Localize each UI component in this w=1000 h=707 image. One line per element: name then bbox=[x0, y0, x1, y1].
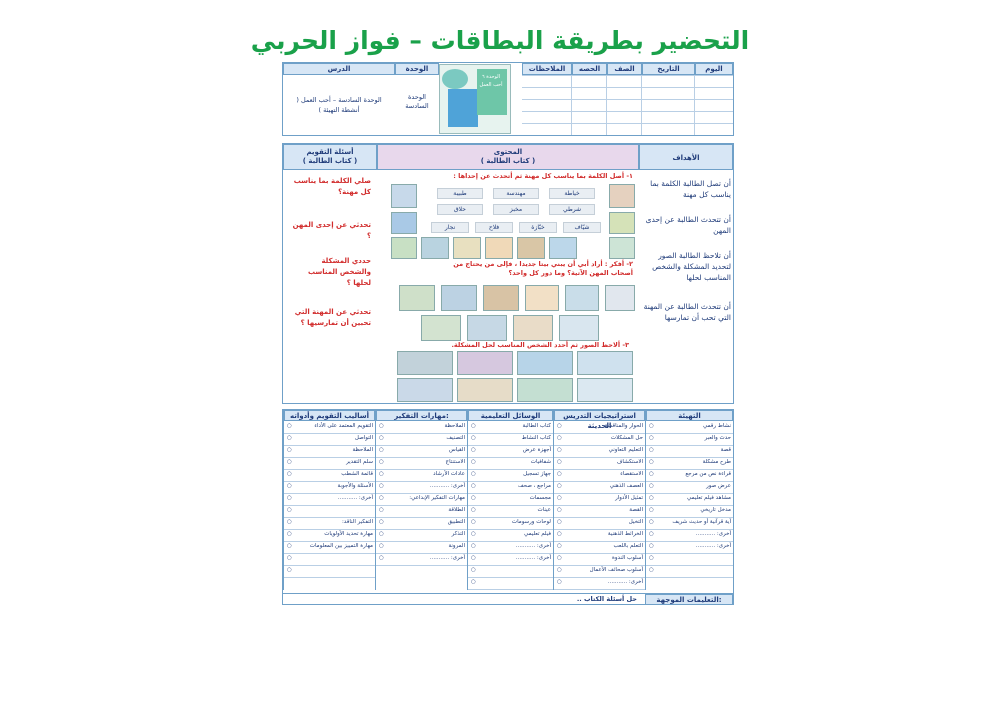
problem-picture bbox=[457, 351, 513, 375]
radio-circle-icon: ○ bbox=[471, 423, 476, 429]
radio-circle-icon: ○ bbox=[649, 543, 654, 549]
content-header bbox=[377, 144, 639, 170]
bottom-option[interactable] bbox=[646, 542, 733, 554]
bottom-option-label: قائمة الشطب bbox=[341, 471, 373, 477]
word-tile: طبيبة bbox=[437, 188, 483, 199]
bottom-column-header: التهيئة bbox=[646, 410, 733, 421]
radio-circle-icon: ○ bbox=[379, 531, 384, 537]
radio-circle-icon: ○ bbox=[471, 507, 476, 513]
radio-circle-icon: ○ bbox=[287, 531, 292, 537]
bottom-option-label: التعليم التعاوني bbox=[608, 447, 643, 453]
radio-circle-icon: ○ bbox=[379, 543, 384, 549]
bottom-option[interactable] bbox=[284, 506, 375, 518]
radio-circle-icon: ○ bbox=[379, 507, 384, 513]
bottom-column-header: الوسائل التعليمية bbox=[468, 410, 553, 421]
radio-circle-icon: ○ bbox=[557, 567, 562, 573]
radio-circle-icon: ○ bbox=[471, 459, 476, 465]
bottom-section bbox=[282, 409, 734, 605]
bottom-option-label: الملاحظة bbox=[444, 423, 465, 429]
bottom-option-label: التواصل bbox=[354, 435, 373, 441]
worker-picture bbox=[391, 184, 417, 208]
bottom-option[interactable] bbox=[284, 482, 375, 494]
assessment-list bbox=[289, 174, 371, 329]
bottom-option[interactable] bbox=[554, 506, 645, 518]
bottom-option[interactable] bbox=[468, 434, 553, 446]
bottom-option[interactable] bbox=[554, 482, 645, 494]
bottom-option-label: مهارات التفكير الإبداعي: bbox=[409, 495, 465, 501]
bottom-column bbox=[375, 410, 467, 590]
radio-circle-icon: ○ bbox=[649, 471, 654, 477]
worker-picture bbox=[609, 184, 635, 208]
radio-circle-icon: ○ bbox=[287, 483, 292, 489]
period-header: الحصه bbox=[572, 63, 607, 75]
bottom-option-label: التفكير الناقد: bbox=[341, 519, 373, 525]
bottom-option-label: أخرى: ........... bbox=[337, 495, 373, 501]
bottom-option[interactable] bbox=[554, 458, 645, 470]
bottom-option[interactable] bbox=[284, 530, 375, 542]
assessment-title: أسئلة التقويم bbox=[306, 148, 354, 156]
bottom-option[interactable] bbox=[646, 518, 733, 530]
bottom-option-label: التقويم المعتمد على الأداء bbox=[314, 423, 373, 429]
radio-circle-icon: ○ bbox=[287, 435, 292, 441]
bottom-column-header: استراتيجيات التدريس الحديثة bbox=[554, 410, 645, 421]
q1-illustration bbox=[391, 182, 635, 260]
bottom-option-label: أخرى: ........... bbox=[695, 543, 731, 549]
bottom-option[interactable] bbox=[284, 542, 375, 554]
radio-circle-icon: ○ bbox=[557, 507, 562, 513]
bottom-option[interactable] bbox=[554, 542, 645, 554]
schedule-col-lines bbox=[641, 75, 642, 135]
bottom-option[interactable] bbox=[468, 518, 553, 530]
radio-circle-icon: ○ bbox=[557, 435, 562, 441]
bottom-option-label: التذكر bbox=[451, 531, 465, 537]
bottom-option[interactable] bbox=[376, 506, 467, 518]
worker-picture bbox=[453, 237, 481, 259]
bottom-option-label: كتاب الطالبة bbox=[522, 423, 551, 429]
bottom-option-label: العصف الذهني bbox=[609, 483, 643, 489]
bottom-option[interactable] bbox=[646, 506, 733, 518]
bottom-option[interactable] bbox=[554, 470, 645, 482]
problem-picture bbox=[397, 378, 453, 402]
bottom-option-label: أخرى: ........... bbox=[515, 543, 551, 549]
bottom-option-label: فيلم تعليمي bbox=[524, 531, 551, 537]
objectives-list bbox=[643, 174, 731, 323]
radio-circle-icon: ○ bbox=[649, 435, 654, 441]
worker-picture bbox=[391, 237, 417, 259]
radio-circle-icon: ○ bbox=[557, 495, 562, 501]
radio-circle-icon: ○ bbox=[471, 471, 476, 477]
bottom-option[interactable] bbox=[468, 458, 553, 470]
bottom-option-label: جهاز تسجيل bbox=[523, 471, 551, 477]
radio-circle-icon: ○ bbox=[379, 483, 384, 489]
word-tile: خياطة bbox=[549, 188, 595, 199]
bottom-option-label: أخرى: ........... bbox=[429, 555, 465, 561]
radio-circle-icon: ○ bbox=[471, 447, 476, 453]
bottom-option-label: كتاب النشاط bbox=[521, 435, 551, 441]
bottom-option[interactable] bbox=[468, 530, 553, 542]
radio-circle-icon: ○ bbox=[379, 495, 384, 501]
builder-picture bbox=[605, 285, 635, 311]
bottom-option[interactable] bbox=[646, 434, 733, 446]
assessment-item: صلي الكلمة بما يناسب كل مهنة؟ bbox=[293, 177, 371, 196]
bottom-option[interactable] bbox=[468, 542, 553, 554]
bottom-option-label: آية قرآنية أو حديث شريف bbox=[672, 519, 731, 525]
radio-circle-icon: ○ bbox=[557, 543, 562, 549]
objective-item: أن تتحدث الطالبة عن إحدى المهن bbox=[645, 215, 731, 235]
radio-circle-icon: ○ bbox=[287, 423, 292, 429]
radio-circle-icon: ○ bbox=[287, 447, 292, 453]
bottom-option[interactable] bbox=[376, 518, 467, 530]
bottom-option[interactable] bbox=[554, 530, 645, 542]
bottom-option-label: أسلوب صحائف الأعمال bbox=[589, 567, 643, 573]
radio-circle-icon: ○ bbox=[471, 543, 476, 549]
worker-picture bbox=[421, 237, 449, 259]
builder-picture bbox=[483, 285, 519, 311]
bottom-option[interactable] bbox=[646, 458, 733, 470]
bottom-option[interactable] bbox=[646, 482, 733, 494]
radio-circle-icon: ○ bbox=[287, 543, 292, 549]
bottom-option-label: مراجع ، صحف bbox=[517, 483, 551, 489]
bottom-column bbox=[467, 410, 553, 590]
word-tile: شرطي bbox=[549, 204, 595, 215]
worker-picture bbox=[517, 237, 545, 259]
bottom-option[interactable] bbox=[376, 494, 467, 506]
bottom-option[interactable] bbox=[554, 554, 645, 566]
bottom-option[interactable] bbox=[554, 446, 645, 458]
worker-picture bbox=[609, 237, 635, 259]
word-tile: حلاق bbox=[437, 204, 483, 215]
notes-header: الملاحظات bbox=[522, 63, 572, 75]
book-cover-image bbox=[439, 64, 511, 134]
radio-circle-icon: ○ bbox=[471, 483, 476, 489]
radio-circle-icon: ○ bbox=[471, 531, 476, 537]
bottom-option-label: طرح مشكلة bbox=[702, 459, 731, 465]
bottom-option[interactable] bbox=[468, 494, 553, 506]
assessment-item: حددي المشكلة والشخص المناسب لحلها ؟ bbox=[307, 257, 371, 287]
middle-section bbox=[282, 143, 734, 404]
unit-header: الوحدة bbox=[395, 63, 439, 75]
bottom-option[interactable] bbox=[376, 434, 467, 446]
word-tile: فلاح bbox=[475, 222, 513, 233]
radio-circle-icon: ○ bbox=[557, 483, 562, 489]
problem-picture bbox=[457, 378, 513, 402]
q2-illustration bbox=[395, 283, 635, 343]
bottom-option-label: حل المشكلات bbox=[610, 435, 643, 441]
schedule-grid bbox=[522, 75, 733, 135]
unit-value: الوحدة السادسة bbox=[405, 93, 429, 110]
bottom-option[interactable] bbox=[376, 542, 467, 554]
question-2: ٢- أفكر : أراد أبي أن يبني بيتا جديدا ، فإلى من يحتاج من أصحاب المهن الآتية؟ وما دور كل واحد؟ bbox=[453, 260, 633, 277]
radio-circle-icon: ○ bbox=[649, 483, 654, 489]
q3-illustration bbox=[393, 351, 633, 403]
bottom-option[interactable] bbox=[468, 554, 553, 566]
radio-circle-icon: ○ bbox=[471, 555, 476, 561]
bottom-column bbox=[645, 410, 733, 590]
radio-circle-icon: ○ bbox=[557, 423, 562, 429]
bottom-option[interactable] bbox=[468, 422, 553, 434]
radio-circle-icon: ○ bbox=[649, 555, 654, 561]
bottom-option[interactable] bbox=[554, 578, 645, 590]
bottom-option-label: التخيل bbox=[628, 519, 643, 525]
lesson-header: الدرس bbox=[283, 63, 395, 75]
bottom-option[interactable] bbox=[646, 446, 733, 458]
bottom-option-label: حدث والعبر bbox=[704, 435, 731, 441]
bottom-option[interactable] bbox=[284, 470, 375, 482]
builder-picture bbox=[399, 285, 435, 311]
bottom-option-label: التعلم باللعب bbox=[613, 543, 643, 549]
bottom-option[interactable] bbox=[376, 554, 467, 566]
homework-label[interactable]: حل أسئلة الكتاب .. bbox=[576, 595, 637, 603]
bottom-option[interactable] bbox=[468, 482, 553, 494]
bottom-option-label: الاستقصاء bbox=[620, 471, 643, 477]
radio-circle-icon: ○ bbox=[379, 471, 384, 477]
bottom-option[interactable] bbox=[284, 566, 375, 578]
builder-picture bbox=[441, 285, 477, 311]
radio-circle-icon: ○ bbox=[557, 459, 562, 465]
bottom-option-label: الاستنتاج bbox=[445, 459, 465, 465]
radio-circle-icon: ○ bbox=[287, 555, 292, 561]
bottom-option[interactable] bbox=[376, 530, 467, 542]
question-1: ١- أصل الكلمة بما يناسب كل مهنة ثم أتحدث عن إحداها : bbox=[453, 172, 633, 180]
bottom-option[interactable] bbox=[284, 458, 375, 470]
instructions-label: التعليمات الموجهة: bbox=[645, 594, 733, 605]
assessment-header bbox=[283, 144, 377, 170]
radio-circle-icon: ○ bbox=[649, 507, 654, 513]
radio-circle-icon: ○ bbox=[287, 459, 292, 465]
builder-picture bbox=[565, 285, 599, 311]
bottom-option-label: لوحات ورسومات bbox=[511, 519, 551, 525]
radio-circle-icon: ○ bbox=[471, 435, 476, 441]
bottom-option-label: القصة bbox=[629, 507, 643, 513]
page-title: التحضير بطريقة البطاقات – فواز الحربي bbox=[250, 26, 750, 55]
top-table bbox=[282, 62, 734, 136]
bottom-option[interactable] bbox=[646, 566, 733, 578]
objective-item: أن تلاحظ الطالبة الصور لتحديد المشكلة والشخص المناسب لحلها bbox=[652, 251, 731, 282]
bottom-option-label: أخرى: ........... bbox=[429, 483, 465, 489]
footer-row bbox=[283, 593, 733, 605]
builder-picture bbox=[467, 315, 507, 341]
worker-picture bbox=[609, 212, 635, 234]
problem-picture bbox=[577, 378, 633, 402]
bottom-option-label: مجسمات bbox=[529, 495, 551, 501]
word-tile: نجار bbox=[431, 222, 469, 233]
objective-item: أن تتحدث الطالبة عن المهنة التي تحب أن تمارسها bbox=[643, 302, 731, 322]
bottom-option-label: مشاهد فيلم تعليمي bbox=[686, 495, 731, 501]
bottom-option[interactable] bbox=[376, 458, 467, 470]
bottom-column bbox=[283, 410, 375, 590]
problem-picture bbox=[517, 351, 573, 375]
radio-circle-icon: ○ bbox=[649, 567, 654, 573]
radio-circle-icon: ○ bbox=[471, 579, 476, 585]
radio-circle-icon: ○ bbox=[287, 495, 292, 501]
bottom-option-label: التطبيق bbox=[447, 519, 465, 525]
radio-circle-icon: ○ bbox=[379, 555, 384, 561]
bottom-option-label: مهارة تحديد الأولويات bbox=[324, 531, 373, 537]
bottom-option[interactable] bbox=[646, 494, 733, 506]
radio-circle-icon: ○ bbox=[557, 579, 562, 585]
bottom-option[interactable] bbox=[284, 494, 375, 506]
book-cover-label: الوحدة ٦ أحب العمل bbox=[479, 74, 503, 88]
radio-circle-icon: ○ bbox=[287, 519, 292, 525]
assessment-item: تحدثي عن إحدى المهن ؟ bbox=[292, 221, 371, 240]
worker-picture bbox=[391, 212, 417, 234]
objective-item: أن تصل الطالبة الكلمة بما يناسب كل مهنة bbox=[650, 179, 731, 199]
bottom-option-label: أسلوب الندوة bbox=[611, 555, 643, 561]
radio-circle-icon: ○ bbox=[471, 567, 476, 573]
builder-picture bbox=[559, 315, 599, 341]
bottom-option-label: الاستكشاف bbox=[616, 459, 643, 465]
radio-circle-icon: ○ bbox=[471, 519, 476, 525]
day-header: اليوم bbox=[695, 63, 733, 75]
radio-circle-icon: ○ bbox=[379, 423, 384, 429]
radio-circle-icon: ○ bbox=[557, 531, 562, 537]
radio-circle-icon: ○ bbox=[287, 471, 292, 477]
bottom-option[interactable] bbox=[554, 566, 645, 578]
bottom-option-label: الملاحظة bbox=[352, 447, 373, 453]
objectives-header: الأهداف bbox=[639, 144, 733, 170]
bottom-option[interactable] bbox=[468, 578, 553, 590]
bottom-option-label: نشاط رقمي bbox=[703, 423, 731, 429]
bottom-option-label: التصنيف bbox=[446, 435, 465, 441]
radio-circle-icon: ○ bbox=[379, 447, 384, 453]
bottom-column bbox=[553, 410, 645, 590]
radio-circle-icon: ○ bbox=[557, 447, 562, 453]
worker-picture bbox=[549, 237, 577, 259]
bottom-option[interactable] bbox=[376, 422, 467, 434]
bottom-option[interactable] bbox=[468, 470, 553, 482]
bottom-option[interactable] bbox=[284, 554, 375, 566]
radio-circle-icon: ○ bbox=[649, 447, 654, 453]
bottom-option[interactable] bbox=[376, 470, 467, 482]
builder-picture bbox=[421, 315, 461, 341]
radio-circle-icon: ○ bbox=[287, 567, 292, 573]
bottom-option[interactable] bbox=[376, 446, 467, 458]
bottom-option-label: عينات bbox=[537, 507, 551, 513]
bottom-option-label: قراءة نص من مرجع bbox=[685, 471, 731, 477]
radio-circle-icon: ○ bbox=[649, 423, 654, 429]
bottom-option[interactable] bbox=[284, 518, 375, 530]
content-subtitle: ( كتاب الطالبة ) bbox=[480, 157, 536, 165]
schedule-col-lines bbox=[571, 75, 572, 135]
bottom-option[interactable] bbox=[284, 422, 375, 434]
word-tile: مهندسة bbox=[493, 188, 539, 199]
bottom-column-header: مهارات التفكير: bbox=[376, 410, 467, 421]
bottom-option[interactable] bbox=[468, 506, 553, 518]
bottom-option-label: أجهزة عرض bbox=[522, 447, 551, 453]
bottom-option-label: أخرى: ........... bbox=[695, 531, 731, 537]
bottom-option[interactable] bbox=[376, 482, 467, 494]
bottom-option[interactable] bbox=[468, 446, 553, 458]
radio-circle-icon: ○ bbox=[379, 435, 384, 441]
question-3: ٣- ألاحظ الصور ثم أحدد الشخص المناسب لحل المشكلة. bbox=[451, 341, 629, 349]
bottom-option-label: شفافيات bbox=[530, 459, 551, 465]
bottom-option[interactable] bbox=[646, 554, 733, 566]
bottom-option-label: عادات الأرشاد bbox=[433, 471, 465, 477]
builder-picture bbox=[525, 285, 559, 311]
bottom-option[interactable] bbox=[554, 518, 645, 530]
bottom-option-label: الأسئلة والأجوبة bbox=[337, 483, 373, 489]
bottom-option[interactable] bbox=[284, 434, 375, 446]
bottom-option-label: قصة bbox=[720, 447, 731, 453]
radio-circle-icon: ○ bbox=[379, 459, 384, 465]
bottom-option[interactable] bbox=[554, 494, 645, 506]
date-header: التاريخ bbox=[642, 63, 695, 75]
bottom-option-label: أخرى: ........... bbox=[607, 579, 643, 585]
word-tile: مخبز bbox=[493, 204, 539, 215]
bottom-option-label: الطلاقة bbox=[448, 507, 465, 513]
bottom-option-label: تمثيل الأدوار bbox=[615, 495, 643, 501]
bottom-option-label: الخرائط الذهنية bbox=[607, 531, 643, 537]
bottom-option[interactable] bbox=[646, 422, 733, 434]
radio-circle-icon: ○ bbox=[649, 519, 654, 525]
builder-picture bbox=[513, 315, 553, 341]
bottom-option[interactable] bbox=[284, 446, 375, 458]
bottom-option[interactable] bbox=[646, 470, 733, 482]
schedule-col-lines bbox=[606, 75, 607, 135]
problem-picture bbox=[397, 351, 453, 375]
radio-circle-icon: ○ bbox=[557, 555, 562, 561]
bottom-option-label: الحوار والمناقشة bbox=[604, 423, 643, 429]
radio-circle-icon: ○ bbox=[649, 459, 654, 465]
bottom-option[interactable] bbox=[554, 422, 645, 434]
schedule-col-lines bbox=[694, 75, 695, 135]
word-tile: شيّاف bbox=[563, 222, 601, 233]
bottom-option-label: مدخل تاريخي bbox=[700, 507, 731, 513]
radio-circle-icon: ○ bbox=[379, 519, 384, 525]
bottom-option-label: أخرى: ........... bbox=[515, 555, 551, 561]
bottom-option-label: سلم التقدير bbox=[346, 459, 373, 465]
problem-picture bbox=[577, 351, 633, 375]
bottom-option-label: المرونة bbox=[448, 543, 465, 549]
bottom-option[interactable] bbox=[646, 530, 733, 542]
bottom-option-label: مهارة التمييز بين المعلومات bbox=[309, 543, 373, 549]
radio-circle-icon: ○ bbox=[649, 531, 654, 537]
radio-circle-icon: ○ bbox=[471, 495, 476, 501]
word-tile: خبّازة bbox=[519, 222, 557, 233]
class-header: الصف bbox=[607, 63, 642, 75]
radio-circle-icon: ○ bbox=[649, 495, 654, 501]
content-title: المحتوى bbox=[493, 148, 523, 156]
worker-picture bbox=[485, 237, 513, 259]
bottom-option[interactable] bbox=[468, 566, 553, 578]
bottom-option[interactable] bbox=[554, 434, 645, 446]
lesson-value: الوحدة السادسة – أحب العمل ( أنشطة التهيئة ) bbox=[296, 96, 382, 114]
assessment-item: تحدثي عن المهنة التي تحبين أن تمارسيها ؟ bbox=[294, 308, 371, 327]
problem-picture bbox=[517, 378, 573, 402]
assessment-subtitle: ( كتاب الطالبة ) bbox=[302, 157, 358, 165]
radio-circle-icon: ○ bbox=[287, 507, 292, 513]
radio-circle-icon: ○ bbox=[557, 519, 562, 525]
bottom-option-label: القياس bbox=[448, 447, 465, 453]
bottom-column-header: أساليب التقويم وأدواته bbox=[284, 410, 375, 421]
bottom-option-label: عرض صور bbox=[706, 483, 731, 489]
radio-circle-icon: ○ bbox=[557, 471, 562, 477]
